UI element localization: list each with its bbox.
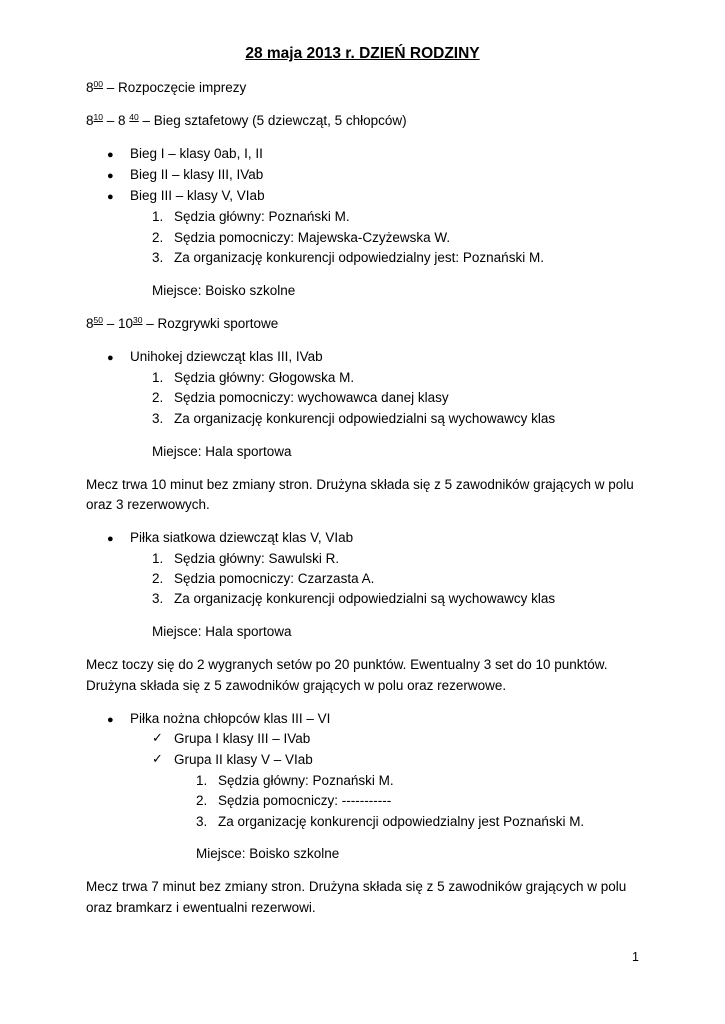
list-number: 1.	[152, 209, 164, 224]
paragraph: oraz bramkarz i ewentualni rezerwowi.	[86, 900, 316, 915]
list-number: 3.	[196, 814, 208, 829]
paragraph: Mecz toczy się do 2 wygranych setów po 20 punktów. Ewentualny 3 set do 10 punktów.	[86, 657, 608, 672]
list-item: Sędzia główny: Poznański M.	[174, 209, 350, 224]
schedule-entry-relay: $8^{10} - 8$ $^{40}$ – Bieg sztafetowy (5 dziewcząt, 5 chłopców)	[86, 112, 407, 128]
list-item: Grupa I klasy III – IVab	[174, 731, 311, 746]
check-icon: ✓	[152, 730, 163, 745]
list-item: Za organizację konkurencji odpowiedzialni są wychowawcy klas	[174, 411, 556, 426]
paragraph: oraz 3 rezerwowych.	[86, 497, 210, 512]
list-item: Piłka nożna chłopców klas III – VI	[130, 711, 331, 726]
list-number: 2.	[152, 571, 164, 586]
list-number: 1.	[152, 551, 164, 566]
list-item: Sędzia pomocniczy: Czarzasta A.	[174, 571, 375, 586]
bullet-icon: ●	[107, 714, 114, 726]
list-item: Sędzia pomocniczy: wychowawca danej klasy	[174, 390, 449, 405]
list-number: 1.	[152, 370, 164, 385]
list-number: 3.	[152, 591, 164, 606]
page-number: 1	[632, 950, 639, 964]
paragraph: Drużyna składa się z 5 zawodników grających w polu oraz rezerwowe.	[86, 678, 507, 693]
bullet-icon: ●	[107, 149, 114, 161]
place-label: Miejsce: Boisko szkolne	[152, 283, 296, 298]
paragraph: Mecz trwa 10 minut bez zmiany stron. Drużyna składa się z 5 zawodników grających w polu	[86, 477, 634, 492]
list-item: Bieg II – klasy III, IVab	[130, 167, 264, 182]
paragraph: Mecz trwa 7 minut bez zmiany stron. Drużyna składa się z 5 zawodników grających w polu	[86, 879, 627, 894]
check-icon: ✓	[152, 751, 163, 766]
list-item: Bieg III – klasy V, VIab	[130, 188, 265, 203]
bullet-icon: ●	[107, 352, 114, 364]
page-title: 28 maja 2013 r. DZIEŃ RODZINY	[245, 45, 480, 62]
list-item: Sędzia pomocniczy: -----------	[218, 793, 392, 808]
list-item: Sędzia główny: Sawulski R.	[174, 551, 340, 566]
list-item: Sędzia pomocniczy: Majewska-Czyżewska W.	[174, 230, 451, 245]
bullet-icon: ●	[107, 533, 114, 545]
bullet-icon: ●	[107, 191, 114, 203]
list-number: 3.	[152, 411, 164, 426]
list-item: Za organizację konkurencji odpowiedzialny jest: Poznański M.	[174, 250, 544, 265]
list-item: Sędzia główny: Poznański M.	[218, 773, 394, 788]
list-number: 1.	[196, 773, 208, 788]
list-item: Za organizację konkurencji odpowiedzialny jest Poznański M.	[218, 814, 585, 829]
list-item: Grupa II klasy V – VIab	[174, 752, 313, 767]
place-label: Miejsce: Hala sportowa	[152, 444, 292, 459]
list-number: 3.	[152, 250, 164, 265]
place-label: Miejsce: Hala sportowa	[152, 624, 292, 639]
list-item: Sędzia główny: Głogowska M.	[174, 370, 355, 385]
list-item: Unihokej dziewcząt klas III, IVab	[130, 349, 323, 364]
list-number: 2.	[196, 793, 208, 808]
list-item: Za organizację konkurencji odpowiedzialni są wychowawcy klas	[174, 591, 556, 606]
bullet-icon: ●	[107, 170, 114, 182]
schedule-entry-opening: $8^{00}$ – Rozpoczęcie imprezy	[86, 79, 247, 95]
list-number: 2.	[152, 230, 164, 245]
place-label: Miejsce: Boisko szkolne	[196, 846, 340, 861]
list-item: Piłka siatkowa dziewcząt klas V, VIab	[130, 530, 354, 545]
list-number: 2.	[152, 390, 164, 405]
list-item: Bieg I – klasy 0ab, I, II	[130, 146, 263, 161]
schedule-entry-sports: $8^{50} - 10^{30}$ – Rozgrywki sportowe	[86, 315, 279, 331]
